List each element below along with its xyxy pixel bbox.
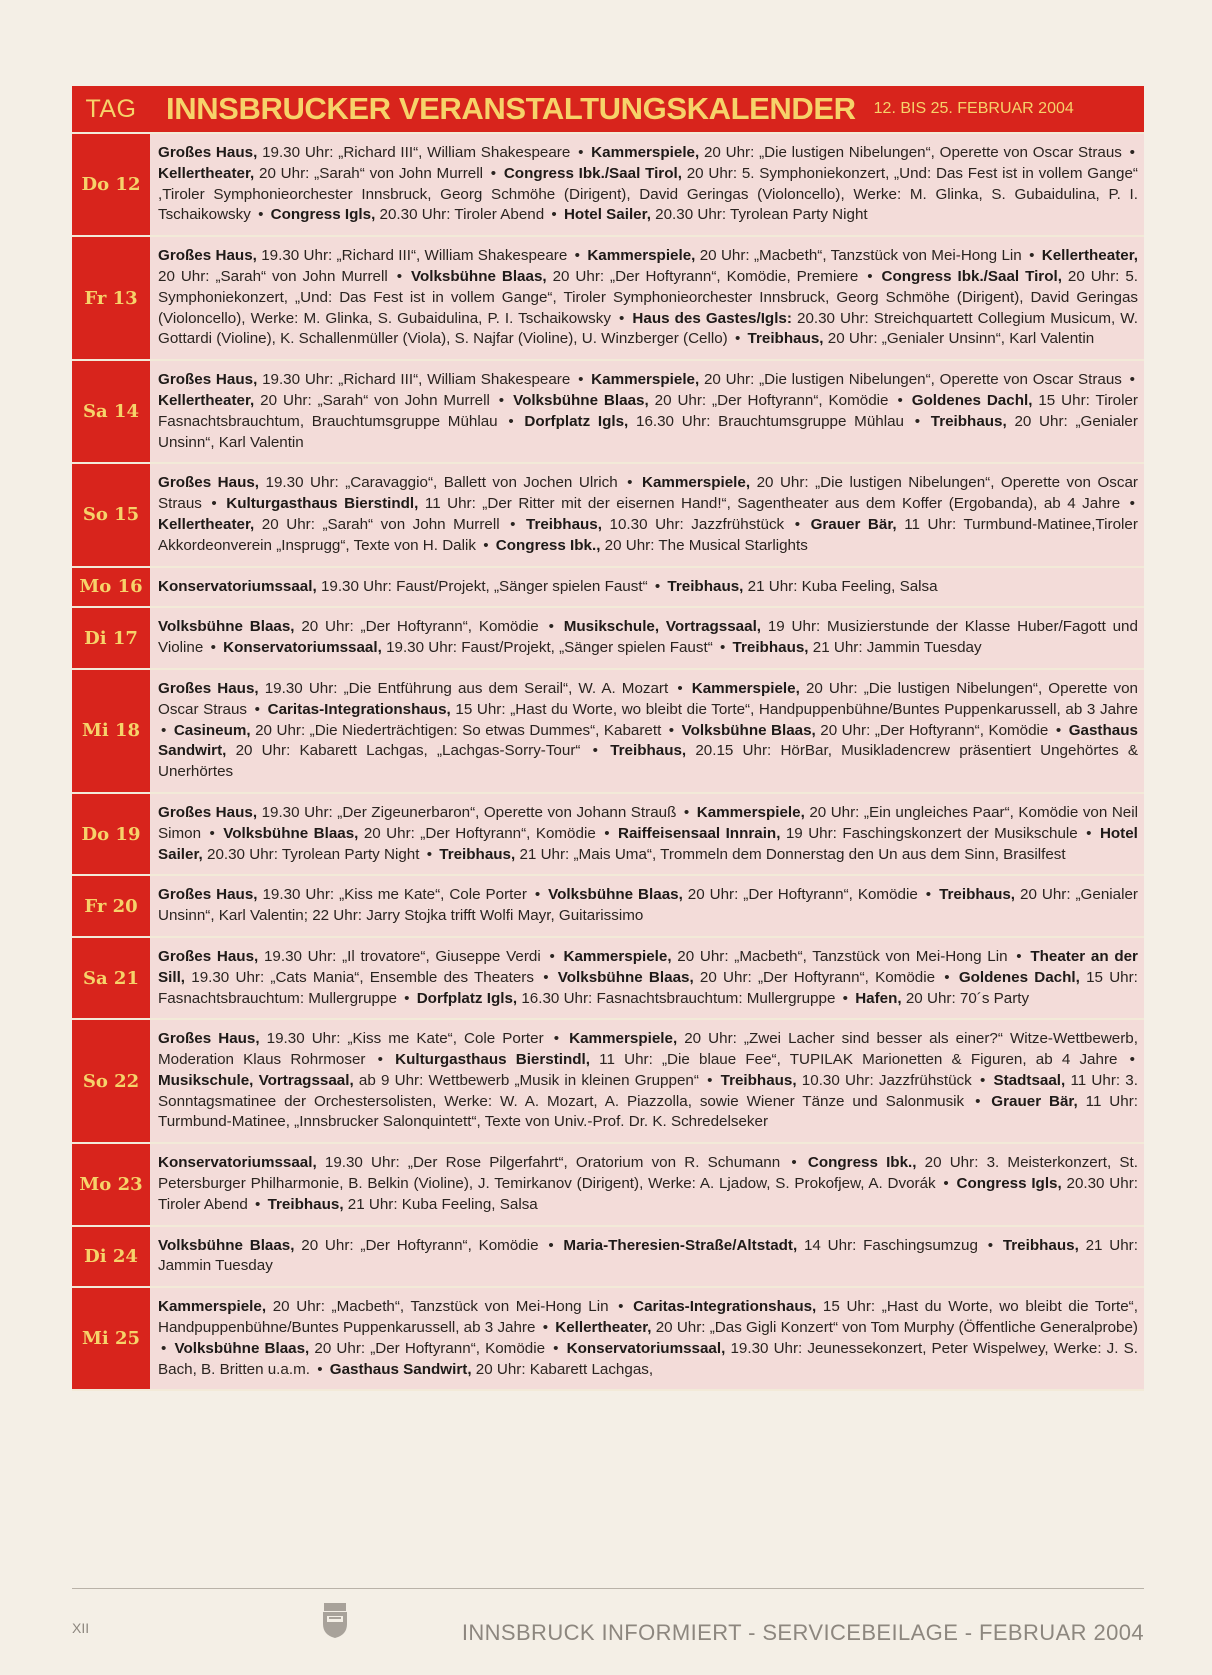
bullet-separator: •	[542, 1319, 549, 1337]
day-events	[150, 608, 1144, 668]
event-venue: Treibhaus,	[667, 577, 744, 595]
event-detail: 19.30 Uhr: „Kiss me Kate“, Cole Porter	[266, 1030, 544, 1048]
bullet-separator: •	[683, 803, 690, 821]
event-venue: Kellertheater,	[158, 515, 255, 533]
bullet-separator: •	[377, 1051, 383, 1069]
event-detail: 20 Uhr: „Der Hoftyrann“, Komödie	[687, 886, 918, 904]
event-venue: Caritas-Integrationshaus,	[633, 1298, 817, 1316]
header-tag: TAG	[85, 94, 137, 123]
event-detail: ab 9 Uhr: Wettbewerb „Musik in kleinen Gruppen“	[358, 1071, 699, 1089]
event-venue: Kellertheater,	[158, 391, 255, 409]
event-venue: Volksbühne Blaas,	[174, 1339, 310, 1357]
bullet-separator: •	[1129, 144, 1135, 161]
day-label: Fr 20	[72, 876, 150, 936]
event-detail: 20 Uhr: „Der Hoftyrann“, Komödie, Premiere	[552, 267, 859, 285]
event-venue: Theater an der Sill,	[158, 947, 1138, 986]
day-label: Mo 16	[72, 568, 150, 607]
event-venue: Congress Ibk./Saal Tirol,	[503, 164, 682, 182]
bullet-separator: •	[553, 1030, 560, 1048]
day-row	[72, 464, 1144, 567]
day-row	[72, 794, 1144, 876]
event-detail: 20.15 Uhr: HörBar, Musikladencrew präsentiert Ungehörtes & Unerhörtes	[158, 742, 1138, 781]
event-venue: Congress Igls,	[270, 206, 376, 224]
event-detail: 20 Uhr: „Sarah“ von John Murrell	[158, 267, 388, 285]
bullet-separator: •	[510, 515, 516, 533]
day-label: Mi 25	[72, 1288, 150, 1389]
calendar-page	[72, 86, 1144, 1391]
day-events	[150, 1227, 1144, 1287]
event-venue: Großes Haus,	[158, 474, 260, 492]
event-detail: 20 Uhr: „Der Hoftyrann“, Komödie	[654, 391, 889, 409]
bullet-separator: •	[548, 1236, 554, 1254]
day-label: So 15	[72, 464, 150, 565]
event-detail: 15 Uhr: Tiroler Fasnachtsbrauchtum, Brauchtumsgruppe Mühlau	[158, 391, 1138, 430]
innsbruck-coat-of-arms-icon	[320, 1600, 350, 1640]
day-label: Mi 18	[72, 670, 150, 792]
event-venue: Hotel Sailer,	[563, 206, 651, 224]
bullet-separator: •	[627, 474, 633, 492]
event-venue: Goldenes Dachl,	[958, 968, 1080, 986]
bullet-separator: •	[161, 721, 167, 739]
event-detail: 20 Uhr: „Macbeth“, Tanzstück von Mei-Hong Lin	[699, 247, 1022, 265]
bullet-separator: •	[211, 495, 217, 513]
bullet-separator: •	[719, 639, 726, 657]
page-number: XII	[72, 1620, 90, 1636]
event-venue: Congress Ibk.,	[807, 1154, 917, 1172]
event-detail: 20 Uhr: „Sarah“ von John Murrell	[260, 391, 490, 409]
bullet-separator: •	[549, 947, 555, 965]
event-venue: Konservatoriumssaal,	[158, 1154, 317, 1172]
event-venue: Kellertheater,	[555, 1319, 652, 1337]
event-detail: 20 Uhr: „Zwei Lacher sind besser als einer?“ Witze-Wettbewerb, Moderation Klaus Rohrmoser	[158, 1030, 1138, 1069]
bullet-separator: •	[943, 1175, 949, 1193]
event-venue: Konservatoriumssaal,	[158, 577, 317, 595]
event-venue: Grauer Bär,	[810, 515, 897, 533]
event-venue: Großes Haus,	[158, 803, 258, 821]
day-row	[72, 608, 1144, 670]
day-label: Di 17	[72, 608, 150, 668]
event-venue: Kellertheater,	[1041, 247, 1138, 265]
event-venue: Dorfplatz Igls,	[524, 412, 629, 430]
event-venue: Kammerspiele,	[591, 144, 700, 161]
bullet-separator: •	[925, 886, 932, 904]
day-label: Sa 14	[72, 361, 150, 462]
bullet-separator: •	[734, 330, 741, 348]
event-venue: Treibhaus,	[267, 1195, 344, 1213]
event-detail: 14 Uhr: Faschingsumzug	[803, 1236, 978, 1254]
event-venue: Großes Haus,	[158, 1030, 260, 1048]
bullet-separator: •	[574, 247, 580, 265]
day-label: Di 24	[72, 1227, 150, 1287]
event-detail: 20 Uhr: Kabarett Lachgas,	[475, 1360, 654, 1378]
event-venue: Treibhaus,	[939, 886, 1016, 904]
calendar-rows	[72, 134, 1144, 1391]
event-detail: 19.30 Uhr: „Der Rose Pilgerfahrt“, Oratorium von R. Schumann	[324, 1154, 781, 1172]
bullet-separator: •	[604, 824, 610, 842]
day-events	[150, 361, 1144, 462]
day-row	[72, 1288, 1144, 1391]
publication-footer: INNSBRUCK INFORMIERT - SERVICEBEILAGE - FEBRUAR 2004	[461, 1620, 1144, 1645]
day-row	[72, 237, 1144, 361]
bullet-separator: •	[619, 309, 625, 327]
event-detail: 15 Uhr: „Hast du Worte, wo bleibt die Torte“, Handpuppenbühne/Buntes Puppenkarussell, ab 3 Jahre	[455, 700, 1138, 718]
day-row	[72, 1227, 1144, 1289]
event-venue: Grauer Bär,	[991, 1092, 1078, 1110]
event-venue: Caritas-Integrationshaus,	[267, 700, 451, 718]
event-venue: Treibhaus,	[732, 639, 809, 657]
bullet-separator: •	[979, 1071, 986, 1089]
event-detail: 20 Uhr: „Genialer Unsinn“, Karl Valentin; 22 Uhr: Jarry Stojka trifft Wolfi Mayr, Guitarissimo	[158, 886, 1138, 925]
day-row	[72, 1144, 1144, 1226]
day-label: Fr 13	[72, 237, 150, 359]
event-venue: Großes Haus,	[158, 679, 259, 697]
event-venue: Hotel Sailer,	[158, 824, 1138, 863]
event-detail: 19 Uhr: Faschingskonzert der Musikschule	[785, 824, 1078, 842]
event-venue: Treibhaus,	[610, 742, 687, 760]
event-venue: Gasthaus Sandwirt,	[329, 1360, 472, 1378]
event-venue: Musikschule, Vortragssaal,	[158, 1071, 354, 1089]
event-detail: 20 Uhr: „Der Hoftyrann“, Komödie	[301, 618, 539, 636]
bullet-separator: •	[944, 968, 950, 986]
event-detail: 19.30 Uhr: „Il trovatore“, Giuseppe Verdi	[263, 947, 541, 965]
event-detail: 21 Uhr: Kuba Feeling, Salsa	[747, 577, 938, 595]
event-detail: 20 Uhr: „Der Hoftyrann“, Komödie	[301, 1236, 539, 1254]
event-detail: 20 Uhr: „Genialer Unsinn“, Karl Valentin	[827, 330, 1095, 348]
event-venue: Kammerspiele,	[569, 1030, 678, 1048]
bullet-separator: •	[254, 700, 260, 718]
bullet-separator: •	[794, 515, 801, 533]
event-venue: Kulturgasthaus Bierstindl,	[226, 495, 419, 513]
event-venue: Treibhaus,	[720, 1071, 797, 1089]
event-venue: Maria-Theresien-Straße/Altstadt,	[563, 1236, 798, 1254]
bullet-separator: •	[548, 618, 554, 636]
event-venue: Volksbühne Blaas,	[158, 618, 295, 636]
bullet-separator: •	[1129, 1051, 1135, 1069]
event-venue: Großes Haus,	[158, 371, 258, 389]
day-row	[72, 670, 1144, 794]
event-detail: 20.30 Uhr: Streichquartett Collegium Musicum, W. Gottardi (Violine), K. Schallenmüller (Viola), S. Najfar (Violine), U. Winzberger (Cello)	[158, 309, 1138, 348]
bullet-separator: •	[842, 989, 848, 1007]
event-detail: 20 Uhr: „Die lustigen Nibelungen“, Operette von Oscar Straus	[703, 144, 1122, 161]
bullet-separator: •	[483, 536, 489, 554]
day-events	[150, 1144, 1144, 1224]
calendar-header	[72, 86, 1144, 134]
event-venue: Raiffeisensaal Innrain,	[617, 824, 781, 842]
event-detail: 21 Uhr: „Mais Uma“, Trommeln dem Donnerstag den Un aus dem Sinn, Brasilfest	[519, 845, 1066, 863]
event-detail: 20 Uhr: „Der Hoftyrann“, Komödie	[820, 721, 1049, 739]
bullet-separator: •	[914, 412, 921, 430]
event-detail: 16.30 Uhr: Fasnachtsbrauchtum: Mullergruppe	[521, 989, 836, 1007]
bullet-separator: •	[396, 267, 403, 285]
event-detail: 20.30 Uhr: Tyrolean Party Night	[655, 206, 868, 224]
bullet-separator: •	[1055, 721, 1062, 739]
event-venue: Volksbühne Blaas,	[410, 267, 547, 285]
event-detail: 20 Uhr: „Macbeth“, Tanzstück von Mei-Hong Lin	[272, 1298, 609, 1316]
event-venue: Kammerspiele,	[591, 371, 700, 389]
event-venue: Volksbühne Blaas,	[513, 391, 649, 409]
event-venue: Kammerspiele,	[691, 679, 800, 697]
event-venue: Großes Haus,	[158, 247, 257, 265]
event-venue: Volksbühne Blaas,	[548, 886, 683, 904]
bullet-separator: •	[578, 144, 584, 161]
event-detail: 11 Uhr: „Der Ritter mit der eisernen Hand!“, Sagentheater aus dem Koffer (Ergobanda), ab 4 Jahre	[424, 495, 1121, 513]
event-detail: 19.30 Uhr: Jeunessekonzert, Peter Wispelwey, Werke: J. S. Bach, B. Britten u.a.m.	[158, 1339, 1138, 1378]
event-detail: 20 Uhr: „Ein ungleiches Paar“, Komödie von Neil Simon	[158, 803, 1138, 842]
bullet-separator: •	[426, 845, 433, 863]
bullet-separator: •	[255, 1195, 261, 1213]
bullet-separator: •	[975, 1092, 981, 1110]
event-detail: 11 Uhr: Turmbund-Matinee, „Innsbrucker Salonquintett“, Texte von Univ.-Prof. Dr. K. Schredelseker	[158, 1092, 1138, 1131]
event-venue: Kammerspiele,	[587, 247, 696, 265]
day-label: So 22	[72, 1020, 150, 1142]
footer-divider	[72, 1588, 1144, 1589]
event-venue: Haus des Gastes/Igls:	[632, 309, 792, 327]
event-detail: 19.30 Uhr: „Richard III“, William Shakespeare	[261, 247, 568, 265]
event-venue: Volksbühne Blaas,	[158, 1236, 295, 1254]
event-detail: 20.30 Uhr: Tiroler Abend	[379, 206, 545, 224]
bullet-separator: •	[987, 1236, 994, 1254]
day-label: Mo 23	[72, 1144, 150, 1224]
bullet-separator: •	[161, 1339, 167, 1357]
day-events	[150, 568, 1144, 607]
event-detail: 19.30 Uhr: „Caravaggio“, Ballett von Jochen Ulrich	[265, 474, 618, 492]
event-venue: Gasthaus Sandwirt,	[158, 721, 1138, 760]
event-venue: Hafen,	[855, 989, 902, 1007]
bullet-separator: •	[1129, 495, 1135, 513]
bullet-separator: •	[668, 721, 675, 739]
event-detail: 20 Uhr: „Der Hoftyrann“, Komödie	[314, 1339, 546, 1357]
event-detail: 20 Uhr: 70´s Party	[905, 989, 1030, 1007]
event-venue: Treibhaus,	[747, 330, 824, 348]
event-venue: Stadtsaal,	[993, 1071, 1066, 1089]
event-venue: Treibhaus,	[526, 515, 602, 533]
bullet-separator: •	[317, 1360, 323, 1378]
day-events	[150, 237, 1144, 359]
event-venue: Kulturgasthaus Bierstindl,	[395, 1051, 590, 1069]
bullet-separator: •	[867, 267, 873, 285]
event-detail: 11 Uhr: 3. Sonntagsmatinee der Orchestersolisten, Werke: W. A. Mozart, A. Piazzolla, sowie Wiener Tänze und Salonmusik	[158, 1071, 1138, 1110]
event-detail: 20 Uhr: „Sarah“ von John Murrell	[259, 164, 483, 182]
day-row	[72, 876, 1144, 938]
event-detail: 11 Uhr: „Die blaue Fee“, TUPILAK Marionetten & Figuren, ab 4 Jahre	[599, 1051, 1118, 1069]
day-events	[150, 938, 1144, 1018]
event-detail: 11 Uhr: Turmbund-Matinee,Tiroler Akkordeonverein „Insprugg“, Texte von H. Dalik	[158, 515, 1138, 554]
event-detail: 19.30 Uhr: „Richard III“, William Shakespeare	[262, 144, 571, 161]
event-detail: 20 Uhr: „Genialer Unsinn“, Karl Valentin	[158, 412, 1138, 451]
event-detail: 19.30 Uhr: „Richard III“, William Shakespeare	[262, 371, 571, 389]
event-venue: Treibhaus,	[439, 845, 516, 863]
bullet-separator: •	[209, 824, 215, 842]
day-label: Sa 21	[72, 938, 150, 1018]
bullet-separator: •	[490, 164, 497, 182]
event-detail: 19 Uhr: Musizierstunde der Klasse Huber/Fagott und Violine	[158, 618, 1138, 657]
day-row	[72, 938, 1144, 1020]
bullet-separator: •	[1029, 247, 1035, 265]
date-range: 12. BIS 25. FEBRUAR 2004	[873, 100, 1074, 117]
bullet-separator: •	[592, 742, 598, 760]
event-detail: 20 Uhr: „Die Niederträchtigen: So etwas Dummes“, Kabarett	[255, 721, 662, 739]
event-detail: 20 Uhr: 5. Symphoniekonzert, „Und: Das Fest ist in vollem Gange“, Tiroler Symphonieorchester Innsbruck, Georg Schmöhe (Dirigent), David Geringas (Violoncello), Werke: M. Glinka, S. Gubaidulina, P. I. Tschaikowsky	[158, 267, 1139, 327]
day-row	[72, 568, 1144, 609]
event-venue: Congress Ibk.,	[495, 536, 601, 554]
day-events	[150, 134, 1144, 235]
event-detail: 20.30 Uhr: Tyrolean Party Night	[207, 845, 420, 863]
event-venue: Treibhaus,	[1002, 1236, 1079, 1254]
bullet-separator: •	[534, 886, 541, 904]
event-detail: 20 Uhr: „Die lustigen Nibelungen“, Operette von Oscar Straus	[158, 679, 1138, 718]
event-venue: Volksbühne Blaas,	[681, 721, 816, 739]
event-detail: 20.30 Uhr: Tiroler Abend	[158, 1175, 1138, 1213]
event-detail: 15 Uhr: Fasnachtsbrauchtum: Mullergruppe	[158, 968, 1138, 1007]
event-detail: 20 Uhr: 3. Meisterkonzert, St. Petersburger Philharmonie, B. Belkin (Violine), J. Temirkanov (Dirigent), Werke: A. Ljadow, S. Prokofjew, A. Dvorák	[158, 1154, 1138, 1193]
event-venue: Konservatoriumssaal,	[223, 639, 382, 657]
event-venue: Casineum,	[173, 721, 251, 739]
day-label: Do 19	[72, 794, 150, 874]
event-detail: 19.30 Uhr: Faust/Projekt, „Sänger spielen Faust“	[320, 577, 648, 595]
event-detail: 20 Uhr: „Die lustigen Nibelungen“, Operette von Oscar Straus	[703, 371, 1122, 389]
event-venue: Großes Haus,	[158, 144, 258, 161]
event-detail: 20 Uhr: The Musical Starlights	[604, 536, 808, 554]
day-row	[72, 134, 1144, 237]
bullet-separator: •	[1016, 947, 1022, 965]
event-venue: Musikschule, Vortragssaal,	[563, 618, 762, 636]
event-venue: Konservatoriumssaal,	[566, 1339, 726, 1357]
event-venue: Volksbühne Blaas,	[223, 824, 359, 842]
event-detail: 10.30 Uhr: Jazzfrühstück	[801, 1071, 972, 1089]
bullet-separator: •	[210, 639, 216, 657]
event-detail: 19.30 Uhr: „Die Entführung aus dem Serail“, W. A. Mozart	[264, 679, 669, 697]
event-detail: 20 Uhr: „Die lustigen Nibelungen“, Operette von Oscar Straus	[158, 474, 1138, 513]
page-title: INNSBRUCKER VERANSTALTUNGSKALENDER	[166, 91, 856, 126]
event-detail: 20 Uhr: „Der Hoftyrann“, Komödie	[363, 824, 596, 842]
event-detail: 21 Uhr: Kuba Feeling, Salsa	[347, 1195, 538, 1213]
event-venue: Kammerspiele,	[696, 803, 805, 821]
event-venue: Goldenes Dachl,	[911, 391, 1033, 409]
day-events	[150, 876, 1144, 936]
event-detail: 21 Uhr: Jammin Tuesday	[158, 1236, 1138, 1275]
event-detail: 20 Uhr: „Macbeth“, Tanzstück von Mei-Hong Lin	[677, 947, 1008, 965]
event-venue: Dorfplatz Igls,	[416, 989, 518, 1007]
bullet-separator: •	[897, 391, 903, 409]
bullet-separator: •	[498, 391, 505, 409]
event-detail: 20 Uhr: „Das Gigli Konzert“ von Tom Murphy (Öffentliche Generalprobe)	[655, 1319, 1138, 1337]
bullet-separator: •	[578, 371, 584, 389]
event-detail: 16.30 Uhr: Brauchtumsgruppe Mühlau	[636, 412, 904, 430]
bullet-separator: •	[553, 1339, 559, 1357]
event-venue: Großes Haus,	[158, 886, 258, 904]
event-venue: Kammerspiele,	[642, 474, 751, 492]
bullet-separator: •	[1086, 824, 1092, 842]
event-venue: Congress Ibk./Saal Tirol,	[881, 267, 1062, 285]
event-detail: 21 Uhr: Jammin Tuesday	[812, 639, 982, 657]
event-detail: 20 Uhr: „Sarah“ von John Murrell	[261, 515, 500, 533]
event-detail: 20 Uhr: Kabarett Lachgas, „Lachgas-Sorry-Tour“	[235, 742, 581, 760]
event-venue: Kellertheater,	[158, 164, 255, 182]
event-detail: 19.30 Uhr: „Der Zigeunerbaron“, Operette von Johann Strauß	[261, 803, 677, 821]
bullet-separator: •	[551, 206, 557, 224]
day-label: Do 12	[72, 134, 150, 235]
bullet-separator: •	[508, 412, 514, 430]
day-events	[150, 670, 1144, 792]
bullet-separator: •	[1129, 371, 1135, 389]
day-events	[150, 794, 1144, 874]
bullet-separator: •	[707, 1071, 713, 1089]
event-detail: 19.30 Uhr: „Kiss me Kate“, Cole Porter	[262, 886, 527, 904]
day-events	[150, 1020, 1144, 1142]
event-detail: 20 Uhr: „Der Hoftyrann“, Komödie	[699, 968, 936, 986]
bullet-separator: •	[677, 679, 683, 697]
bullet-separator: •	[618, 1298, 624, 1316]
event-detail: 10.30 Uhr: Jazzfrühstück	[609, 515, 785, 533]
event-venue: Kammerspiele,	[158, 1298, 267, 1316]
bullet-separator: •	[543, 968, 549, 986]
event-venue: Großes Haus,	[158, 947, 259, 965]
event-detail: 19.30 Uhr: Faust/Projekt, „Sänger spielen Faust“	[386, 639, 713, 657]
event-detail: 19.30 Uhr: „Cats Mania“, Ensemble des Theaters	[191, 968, 534, 986]
event-venue: Congress Igls,	[956, 1175, 1062, 1193]
day-events	[150, 1288, 1144, 1389]
event-detail: 20 Uhr: 5. Symphoniekonzert, „Und: Das Fest ist in vollem Gange“ ,Tiroler Symphonieorchester Innsbruck, Georg Schmöhe (Dirigent), David Geringas (Violoncello), Werke: M. Glinka, S. Gubaidulina, P. I. Tschaikowsky	[158, 164, 1138, 224]
bullet-separator: •	[791, 1154, 797, 1172]
day-row	[72, 361, 1144, 464]
bullet-separator: •	[404, 989, 410, 1007]
day-row	[72, 1020, 1144, 1144]
event-venue: Kammerspiele,	[563, 947, 672, 965]
bullet-separator: •	[654, 577, 661, 595]
day-events	[150, 464, 1144, 565]
event-venue: Treibhaus,	[930, 412, 1007, 430]
event-detail: 15 Uhr: „Hast du Worte, wo bleibt die Torte“, Handpuppenbühne/Buntes Puppenkarussell, ab 3 Jahre	[158, 1298, 1138, 1337]
bullet-separator: •	[258, 206, 264, 224]
event-venue: Volksbühne Blaas,	[557, 968, 694, 986]
